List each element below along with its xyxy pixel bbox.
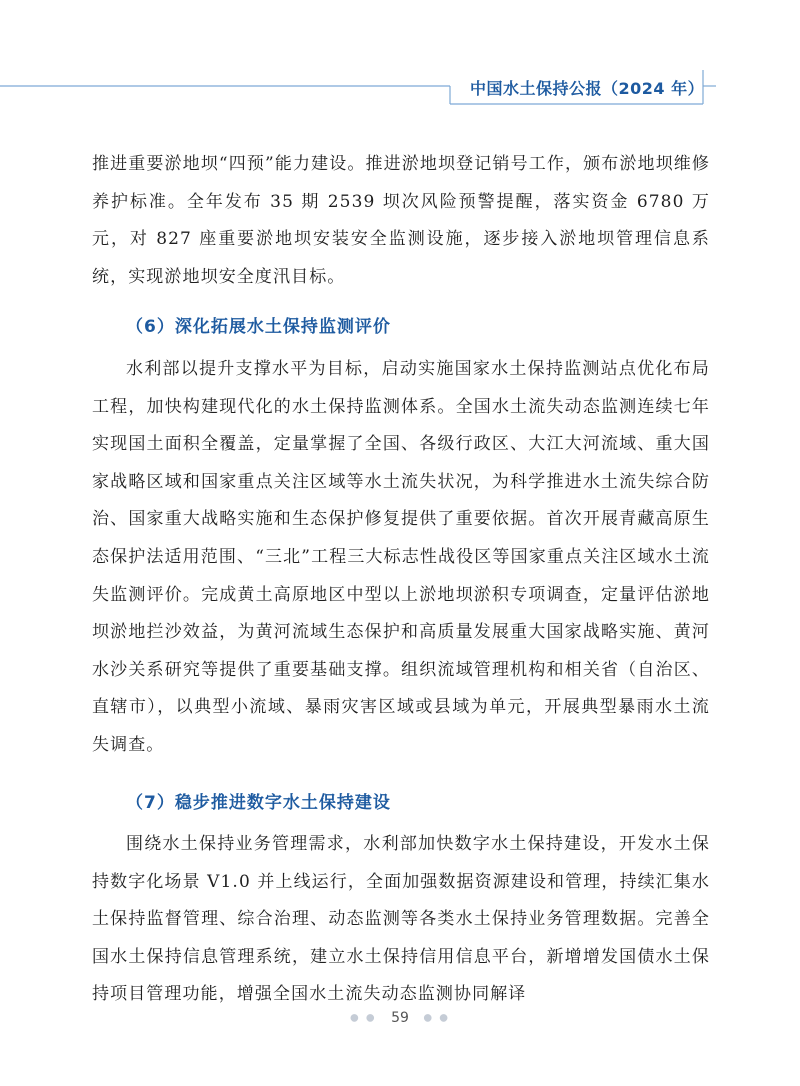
main-content bbox=[92, 146, 710, 1014]
footer-dots-left: ● ● bbox=[349, 1012, 377, 1024]
section-title-digital: （7）稳步推进数字水土保持建设 bbox=[126, 792, 391, 813]
footer-dots-right: ● ● bbox=[423, 1012, 450, 1024]
page-number: 59 bbox=[391, 1010, 409, 1026]
page-header bbox=[0, 0, 800, 110]
page-footer bbox=[0, 1010, 800, 1034]
paragraph-digital: 围绕水土保持业务管理需求，水利部加快数字水土保持建设，开发水土保持数字化场景 V1.0 并上线运行，全面加强数据资源建设和管理，持续汇集水土保持监督管理、综合治理、动态监测等各类水土保持业务管理数据。完善全国水土保持信息管理系统，建立水土保持信用信息平台，新增增发国债水土保持项目管理功能，增强全国水土流失动态监测协同解译 bbox=[92, 834, 710, 1005]
paragraph-dam-safety: 推进重要淤地坝“四预”能力建设。推进淤地坝登记销号工作，颁布淤地坝维修养护标准。全年发布 35 期 2539 坝次风险预警提醒，落实资金 6780 万元，对 827 座重要淤地坝安装安全监测设施，逐步接入淤地坝管理信息系统，实现淤地坝安全度汛目标。 bbox=[92, 154, 710, 287]
paragraph-monitoring: 水利部以提升支撑水平为目标，启动实施国家水土保持监测站点优化布局工程，加快构建现代化的水土保持监测体系。全国水土流失动态监测连续七年实现国土面积全覆盖，定量掌握了全国、各级行政区、大江大河流域、重大国家战略区域和国家重点关注区域等水土流失状况，为科学推进水土流失综合防治、国家重大战略实施和生态保护修复提供了重要依据。首次开展青藏高原生态保护法适用范围、“三北”工程三大标志性战役区等国家重点关注区域水土流失监测评价。完成黄土高原地区中型以上淤地坝淤积专项调查，定量评估淤地坝淤地拦沙效益，为黄河流域生态保护和高质量发展重大国家战略实施、黄河水沙关系研究等提供了重要基础支撑。组织流域管理机构和相关省（自治区、直辖市），以典型小流域、暴雨灾害区域或县域为单元，开展典型暴雨水土流失调查。 bbox=[92, 358, 710, 755]
header-title: 中国水土保持公报（2024 年） bbox=[470, 79, 705, 98]
section-title-monitoring: （6）深化拓展水土保持监测评价 bbox=[126, 317, 391, 338]
